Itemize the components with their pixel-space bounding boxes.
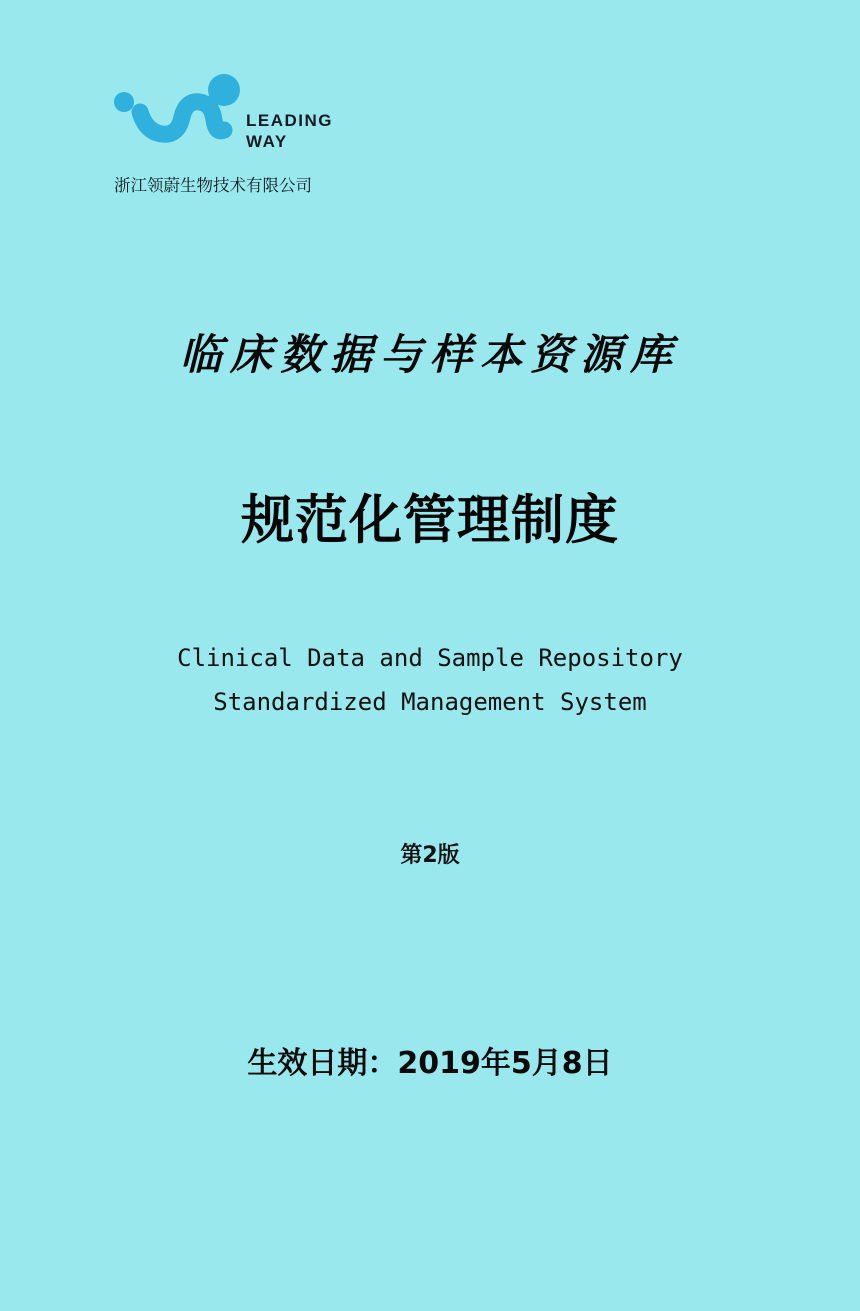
logo-wordmark: [246, 110, 333, 152]
company-logo: [112, 72, 372, 202]
edition-label: 第2版: [400, 843, 460, 868]
document-title-en: [0, 636, 860, 724]
document-title-en-line1: Clinical Data and Sample Repository: [177, 644, 683, 672]
effective-date: 生效日期：2019年5月8日: [247, 1046, 613, 1081]
document-title-en-line2: Standardized Management System: [213, 688, 647, 716]
document-title-cn-line1: 临床数据与样本资源库: [179, 330, 680, 379]
document-title-cn-line2: 规范化管理制度: [241, 490, 619, 551]
logo-wordmark-line1: LEADING: [246, 111, 333, 130]
company-name: 浙江领蔚生物技术有限公司: [114, 176, 312, 195]
logo-wordmark-line2: WAY: [246, 132, 288, 151]
leading-way-logo-mark: [112, 72, 247, 152]
